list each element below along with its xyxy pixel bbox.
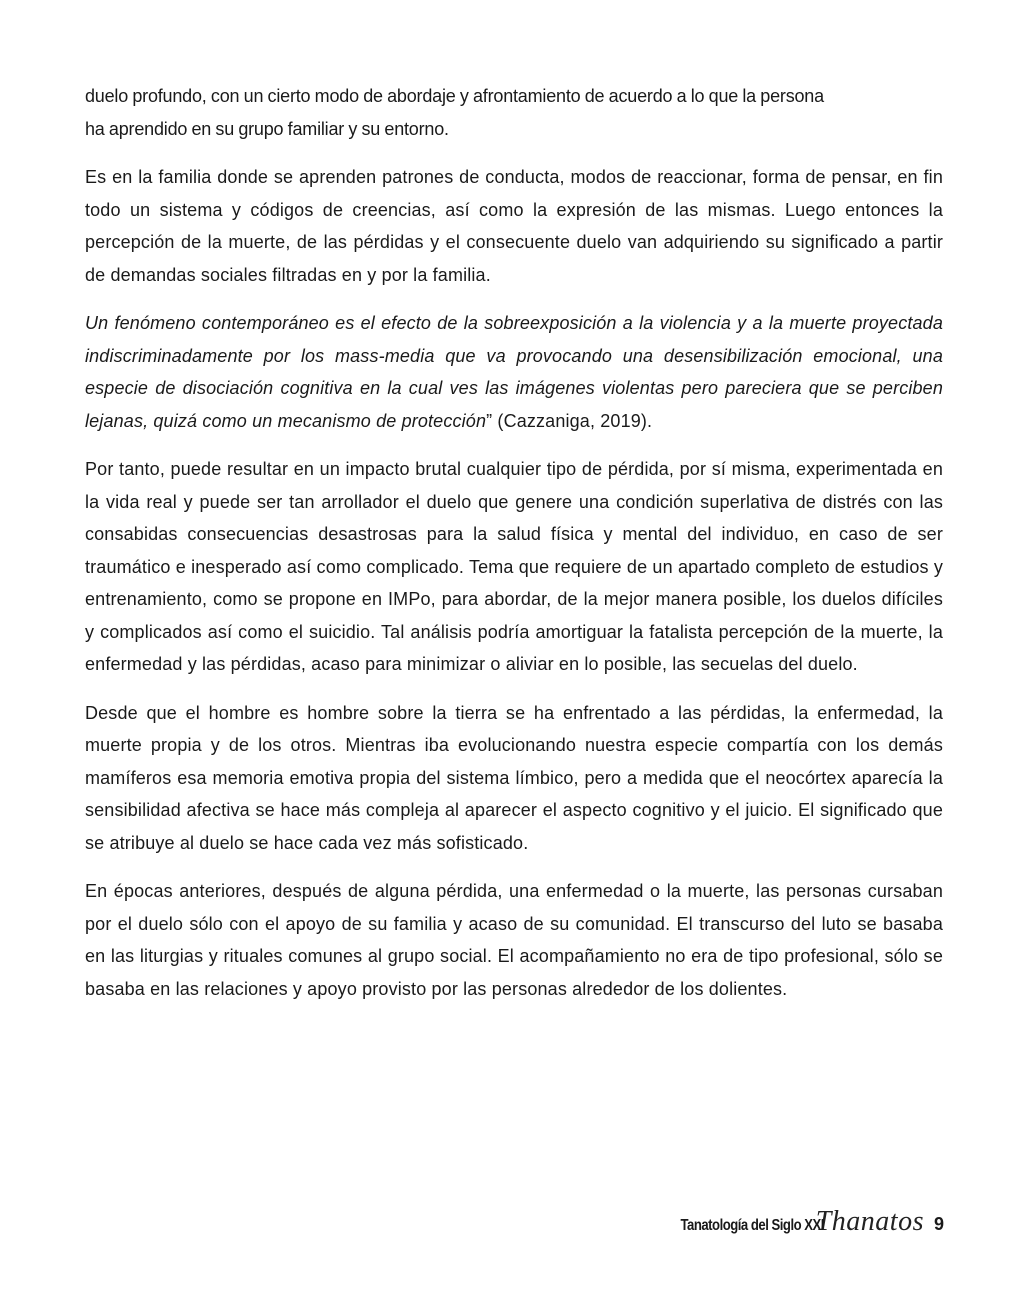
- page-number: 9: [933, 1214, 944, 1234]
- quote-citation: ” (Cazzaniga, 2019).: [486, 410, 653, 431]
- paragraph-4: Por tanto, puede resultar en un impacto brutal cualquier tipo de pérdida, por sí misma, experimentada en la vida real y puede ser tan arrollador el duelo que genere una condición superlativa de distrés con las consabidas consecuencias desastrosas para la salud física y mental del individuo, en caso de ser traumático e inesperado así como complicado. Tema que requiere de un apartado completo de estudios y entrenamiento, como se propone en IMPo, para abordar, de la mejor manera posible, los duelos difíciles y complicados así como el suicidio. Tal análisis podría amortiguar la fatalista percepción de la muerte, la enfermedad y las pérdidas, acaso para minimizar o aliviar en lo posible, las secuelas del duelo.: [85, 459, 943, 674]
- publication-title: Tanatología del Siglo XXI: [680, 1217, 824, 1234]
- thanatos-logo: Thanatos: [815, 1206, 924, 1237]
- paragraph-6: En épocas anteriores, después de alguna pérdida, una enfermedad o la muerte, las personas cursaban por el duelo sólo con el apoyo de su familia y acaso de su comunidad. El transcurso del luto se basaba en las liturgias y rituales comunes al grupo social. El acompañamiento no era de tipo profesional, sólo se basaba en las relaciones y apoyo provisto por las personas alrededor de los dolientes.: [85, 881, 943, 999]
- paragraph-5: Desde que el hombre es hombre sobre la tierra se ha enfrentado a las pérdidas, la enfermedad, la muerte propia y de los otros. Mientras iba evolucionando nuestra especie compartía con los demás mamíferos esa memoria emotiva propia del sistema límbico, pero a medida que el neocórtex aparecía la sensibilidad afectiva se hace más compleja al aparecer el aspecto cognitivo y el juicio. El significado que se atribuye al duelo se hace cada vez más sofisticado.: [85, 702, 943, 853]
- quote-text: Un fenómeno contemporáneo es el efecto de la sobreexposición a la violencia y a la muerte proyectada indiscriminadamente por los mass-media que va provocando una desensibilización emocional, una especie de disociación cognitiva en la cual ves las imágenes violentas pero pareciera que se perciben lejanas, quizá como un mecanismo de protección: [85, 313, 943, 431]
- document-body: [85, 80, 943, 1021]
- paragraph-1-line-1: duelo profundo, con un cierto modo de abordaje y afrontamiento de acuerdo a lo que la persona: [85, 86, 824, 106]
- paragraph-1: [85, 80, 943, 145]
- page-footer: [649, 1206, 944, 1238]
- paragraph-3-quote: [85, 307, 943, 437]
- paragraph-1-line-2: ha aprendido en su grupo familiar y su entorno.: [85, 118, 449, 139]
- paragraph-2: Es en la familia donde se aprenden patrones de conducta, modos de reaccionar, forma de pensar, en fin todo un sistema y códigos de creencias, así como la expresión de las mismas. Luego entonces la percepción de la muerte, de las pérdidas y el consecuente duelo van adquiriendo su significado a partir de demandas sociales filtradas en y por la familia.: [85, 167, 943, 285]
